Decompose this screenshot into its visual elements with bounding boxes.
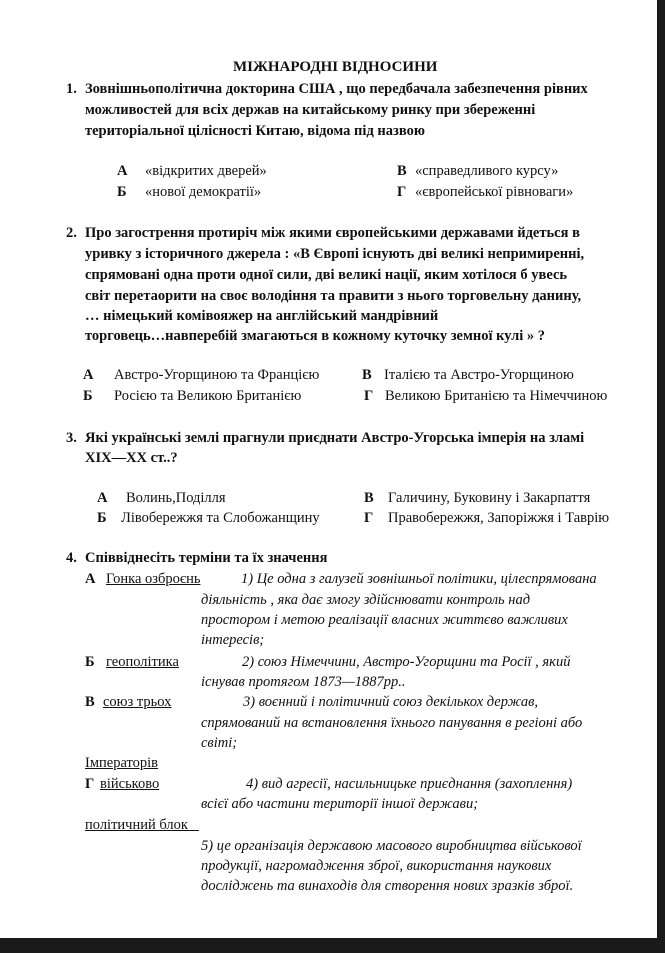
q2-option-text: Австро-Угорщиною та Францією (114, 367, 320, 383)
q4-definition-line: продукції, нагромадження зброї, використання наукових (201, 858, 552, 874)
q2-text-line: спрямовані одна проти одної сили, дві великі нації, яким хотілося б увесь (85, 267, 568, 283)
q4-definition-line: існував протягом 1873—1887рр.. (201, 674, 406, 690)
q4-definition-line: світі; (201, 735, 238, 751)
q1-option-letter: Г (397, 184, 407, 200)
q2-text-line: уривку з історичного джерела : «В Європі існують дві великі непримиренні, (85, 246, 585, 262)
q3-option-text: Правобережжя, Запоріжжя і Таврію (388, 510, 610, 526)
q4-term: союз трьох (103, 694, 172, 710)
q4-term-letter: Б (85, 654, 95, 670)
q1-text-line: Зовнішньополітична докторина США , що передбачала забезпечення рівних (85, 81, 588, 97)
q1-number: 1. (66, 81, 77, 97)
q2-option-letter: А (83, 367, 94, 383)
q2-number: 2. (66, 225, 77, 241)
q1-option-letter: Б (117, 184, 127, 200)
q4-number: 4. (66, 550, 77, 566)
q2-text-line: Про загострення протиріч між якими європейськими державами йдеться в (85, 225, 580, 241)
q3-option-letter: В (364, 490, 374, 506)
q1-text-line: можливостей для всіх держав на китайському ринку при збереженні (85, 102, 536, 118)
q3-text-line: ХІХ—ХХ ст..? (85, 450, 178, 466)
q4-term: військово (100, 776, 160, 792)
q3-option-text: Галичину, Буковину і Закарпаття (388, 490, 591, 506)
q2-option-text: Росією та Великою Британією (114, 388, 302, 404)
q1-text-line: територіальної цілісності Китаю, відома під назвою (85, 123, 425, 139)
q2-text-line: … німецький комівояжер на англійський мандрівний (85, 308, 439, 324)
q4-term: Гонка озброєнь (106, 571, 201, 587)
q2-option-text: Великою Британією та Німеччиною (385, 388, 608, 404)
q4-definition-line: досліджень та винаходів для створення нових зразків зброї. (201, 878, 574, 894)
q3-option-text: Лівобережжя та Слобожанщину (121, 510, 320, 526)
q4-definition-line: 5) це організація державою масового виробництва військової (201, 838, 582, 854)
q4-term: геополітика (106, 654, 179, 670)
q3-option-letter: Г (364, 510, 374, 526)
page-title: МІЖНАРОДНІ ВІДНОСИНИ (233, 59, 438, 75)
q4-term-letter: Г (85, 776, 95, 792)
q4-definition-line: простором і метою реалізації власних життєво важливих (201, 612, 568, 628)
q2-option-letter: В (362, 367, 372, 383)
q3-option-text: Волинь,Поділля (126, 490, 226, 506)
q1-option-text: «справедливого курсу» (415, 163, 559, 179)
q4-definition-line: 1) Це одна з галузей зовнішньої політики, цілеспрямована (241, 571, 597, 587)
q1-option-text: «відкритих дверей» (145, 163, 267, 179)
q4-definition-line: інтересів; (201, 632, 265, 648)
q4-term: політичний блок (85, 817, 199, 833)
q4-definition-line: всієї або частини території іншої держави; (201, 796, 479, 812)
q1-option-letter: А (117, 163, 128, 179)
q4-term-letter: А (85, 571, 96, 587)
q4-definition-line: 4) вид агресії, насильницьке приєднання (захоплення) (246, 776, 573, 792)
q3-text-line: Які українські землі прагнули приєднати Австро-Угорська імперія на зламі (85, 430, 585, 446)
q4-definition-line: діяльність , яка дає змогу здійснювати контроль над (201, 592, 531, 608)
q4-heading: Співвіднесіть терміни та їх значення (85, 550, 328, 566)
q4-definition-line: 3) воєнний і політичний союз декількох держав, (243, 694, 539, 710)
q3-option-letter: А (97, 490, 108, 506)
q4-term-letter: В (85, 694, 95, 710)
q4-term: Імператорів (85, 755, 159, 771)
q2-text-line: торговець…навперебій змагаються в кожному куточку земної кулі » ? (85, 328, 546, 344)
q1-option-letter: В (397, 163, 407, 179)
q2-text-line: світ перетаорити на своє володіння та правити з нього торговельну данину, (85, 288, 582, 304)
q2-option-text: Італією та Австро-Угорщиною (384, 367, 574, 383)
q4-definition-line: спрямований на встановлення їхнього панування в регіоні або (201, 715, 583, 731)
q1-option-text: «європейської рівноваги» (415, 184, 574, 200)
q1-option-text: «нової демократії» (145, 184, 262, 200)
q4-definition-line: 2) союз Німеччини, Австро-Угорщини та Росії , який (242, 654, 571, 670)
q3-option-letter: Б (97, 510, 107, 526)
q2-option-letter: Б (83, 388, 93, 404)
q2-option-letter: Г (364, 388, 374, 404)
q3-number: 3. (66, 430, 77, 446)
